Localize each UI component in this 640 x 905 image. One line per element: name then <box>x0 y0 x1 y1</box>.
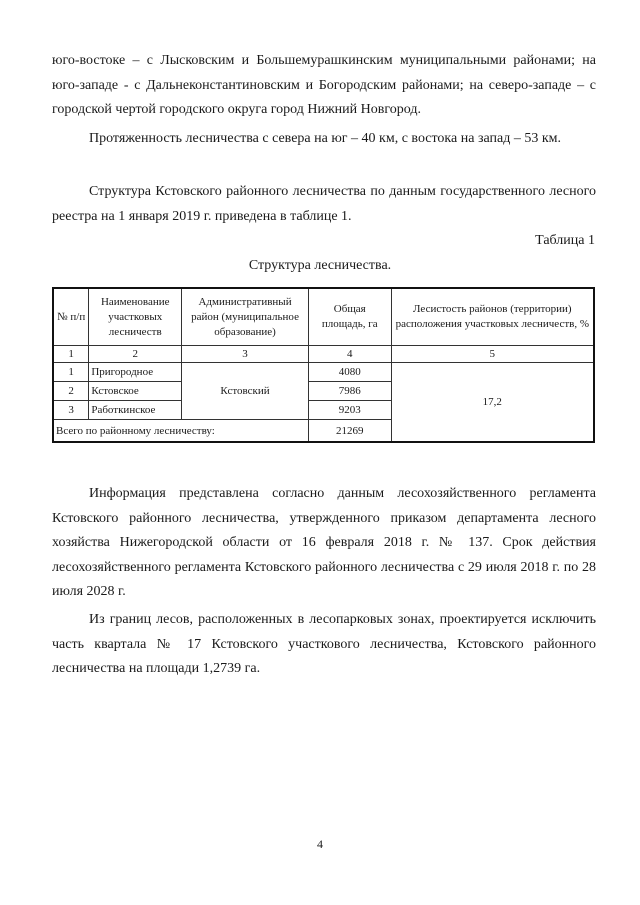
header-cell-district: Административный район (муниципальное образование) <box>182 288 309 346</box>
header-cell-number: № п/п <box>53 288 89 346</box>
table-number: Таблица 1 <box>535 233 595 248</box>
header-cell-name: Наименование участковых лесничеств <box>89 288 182 346</box>
total-label-cell: Всего по районному лесничеству: <box>53 420 308 443</box>
header-cell-area: Общая площадь, га <box>308 288 391 346</box>
column-number-row <box>53 346 594 363</box>
row-number-cell: 1 <box>53 363 89 382</box>
area-cell: 9203 <box>308 401 391 420</box>
area-cell: 4080 <box>308 363 391 382</box>
district-cell: Кстовский <box>182 363 309 420</box>
forestry-name-cell: Кстовское <box>89 382 182 401</box>
column-number-cell: 3 <box>182 346 309 363</box>
paragraph-extent: Протяженность лесничества с севера на юг – 40 км, с востока на запад – 53 км. <box>89 131 561 146</box>
column-number-cell: 4 <box>308 346 391 363</box>
page-number: 4 <box>317 837 323 851</box>
row-number-cell: 2 <box>53 382 89 401</box>
table-header-row <box>53 288 594 346</box>
forestry-name-cell: Пригородное <box>89 363 182 382</box>
column-number-cell: 1 <box>53 346 89 363</box>
area-cell: 7986 <box>308 382 391 401</box>
table-row <box>53 363 594 382</box>
forestry-name-cell: Работкинское <box>89 401 182 420</box>
column-number-cell: 2 <box>89 346 182 363</box>
paragraph-exclusion: Из границ лесов, расположенных в лесопарковых зонах, проектируется исключить часть квартала № 17 Кстовского участкового лесничества, Кстовского районного лесничества на площади 1,2739 га. <box>52 612 596 676</box>
table-caption: Структура лесничества. <box>248 258 392 273</box>
row-number-cell: 3 <box>53 401 89 420</box>
forestry-structure-table <box>52 287 595 443</box>
forest-cover-cell: 17,2 <box>391 363 594 443</box>
paragraph-structure-intro: Структура Кстовского районного лесничества по данным государственного лесного реестра на 1 января 2019 г. приведена в таблице 1. <box>52 184 596 224</box>
column-number-cell: 5 <box>391 346 594 363</box>
paragraph-boundaries: юго-востоке – с Лысковским и Большемурашкинским муниципальными районами; на юго-западе - с Дальнеконстантиновским и Богородским районами; на северо-западе – с городской чертой городского округа город Нижний Новгород. <box>52 53 596 117</box>
paragraph-regulation-info: Информация представлена согласно данным лесохозяйственного регламента Кстовского районного лесничества, утвержденного приказом департамента лесного хозяйства Нижегородской области от 16 февраля 2018 г. № 137. Срок действия лесохозяйственного регламента Кстовского районного лесничества с 29 июля 2018 г. по 28 июля 2028 г. <box>52 486 596 599</box>
total-area-cell: 21269 <box>308 420 391 443</box>
header-cell-forest-cover: Лесистость районов (территории) расположения участковых лесничеств, % <box>391 288 594 346</box>
